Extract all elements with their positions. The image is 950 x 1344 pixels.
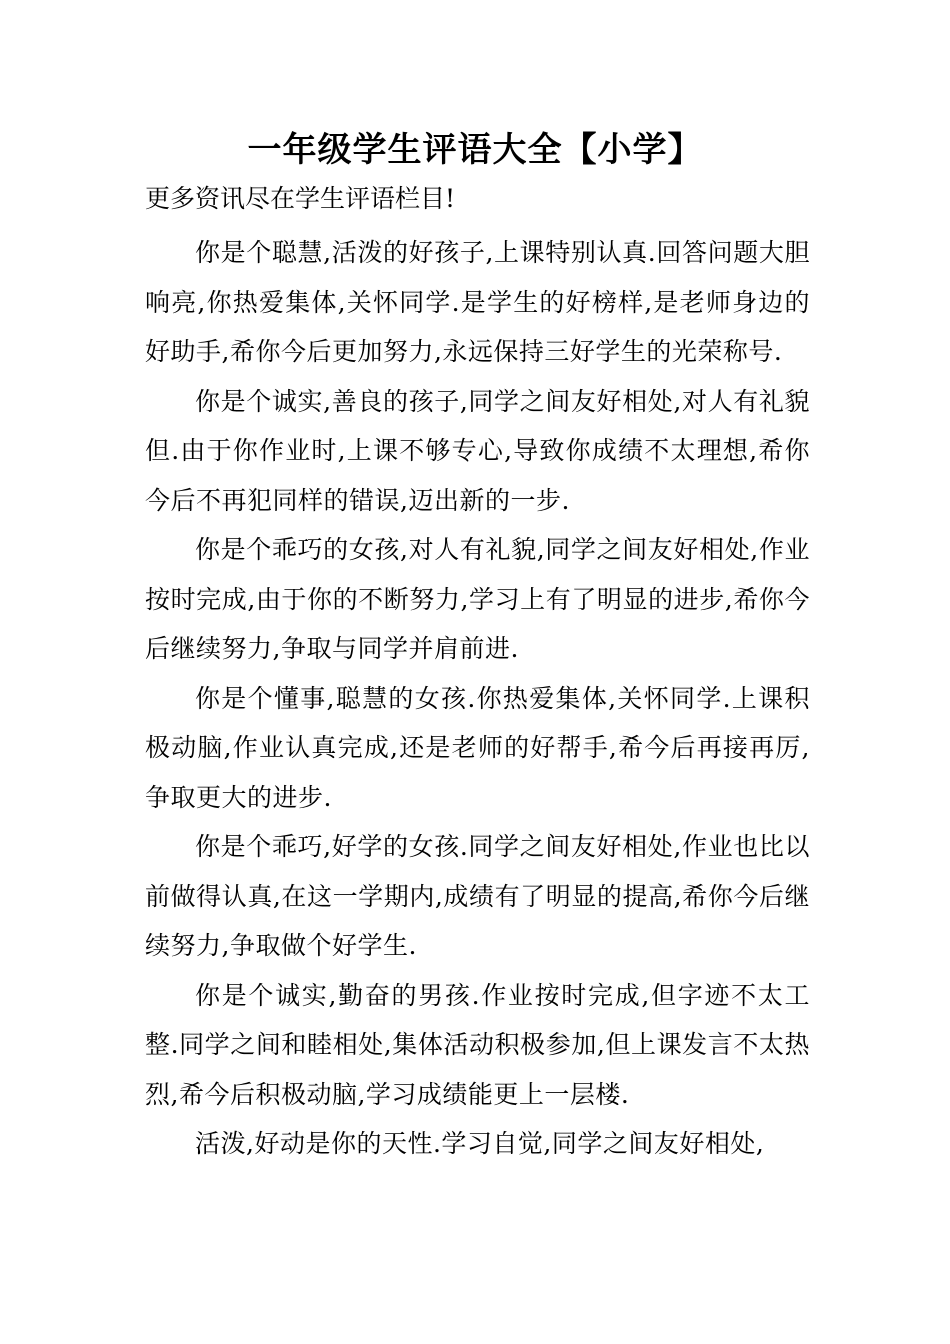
paragraph: 你是个聪慧,活泼的好孩子,上课特别认真.回答问题大胆响亮,你热爱集体,关怀同学.是学生的好榜样,是老师身边的好助手,希你今后更加努力,永远保持三好学生的光荣称号.: [145, 238, 810, 366]
paragraph: 你是个乖巧的女孩,对人有礼貌,同学之间友好相处,作业按时完成,由于你的不断努力,学习上有了明显的进步,希你今后继续努力,争取与同学并肩前进.: [145, 535, 810, 663]
paragraph: 你是个诚实,勤奋的男孩.作业按时完成,但字迹不太工整.同学之间和睦相处,集体活动积极参加,但上课发言不太热烈,希今后积极动脑,学习成绩能更上一层楼.: [145, 980, 810, 1109]
document-subtitle: 更多资讯尽在学生评语栏目!: [145, 184, 456, 213]
paragraph: 你是个乖巧,好学的女孩.同学之间友好相处,作业也比以前做得认真,在这一学期内,成绩有了明显的提高,希你今后继续努力,争取做个好学生.: [145, 832, 810, 960]
paragraph: 活泼,好动是你的天性.学习自觉,同学之间友好相处,: [195, 1129, 765, 1158]
paragraph: 你是个懂事,聪慧的女孩.你热爱集体,关怀同学.上课积极动脑,作业认真完成,还是老师的好帮手,希今后再接再厉,争取更大的进步.: [145, 683, 810, 812]
paragraph: 你是个诚实,善良的孩子,同学之间友好相处,对人有礼貌但.由于你作业时,上课不够专心,导致你成绩不太理想,希你今后不再犯同样的错误,迈出新的一步.: [145, 386, 810, 515]
document-title: 一年级学生评语大全【小学】: [247, 130, 703, 170]
document-body: [145, 228, 810, 1169]
